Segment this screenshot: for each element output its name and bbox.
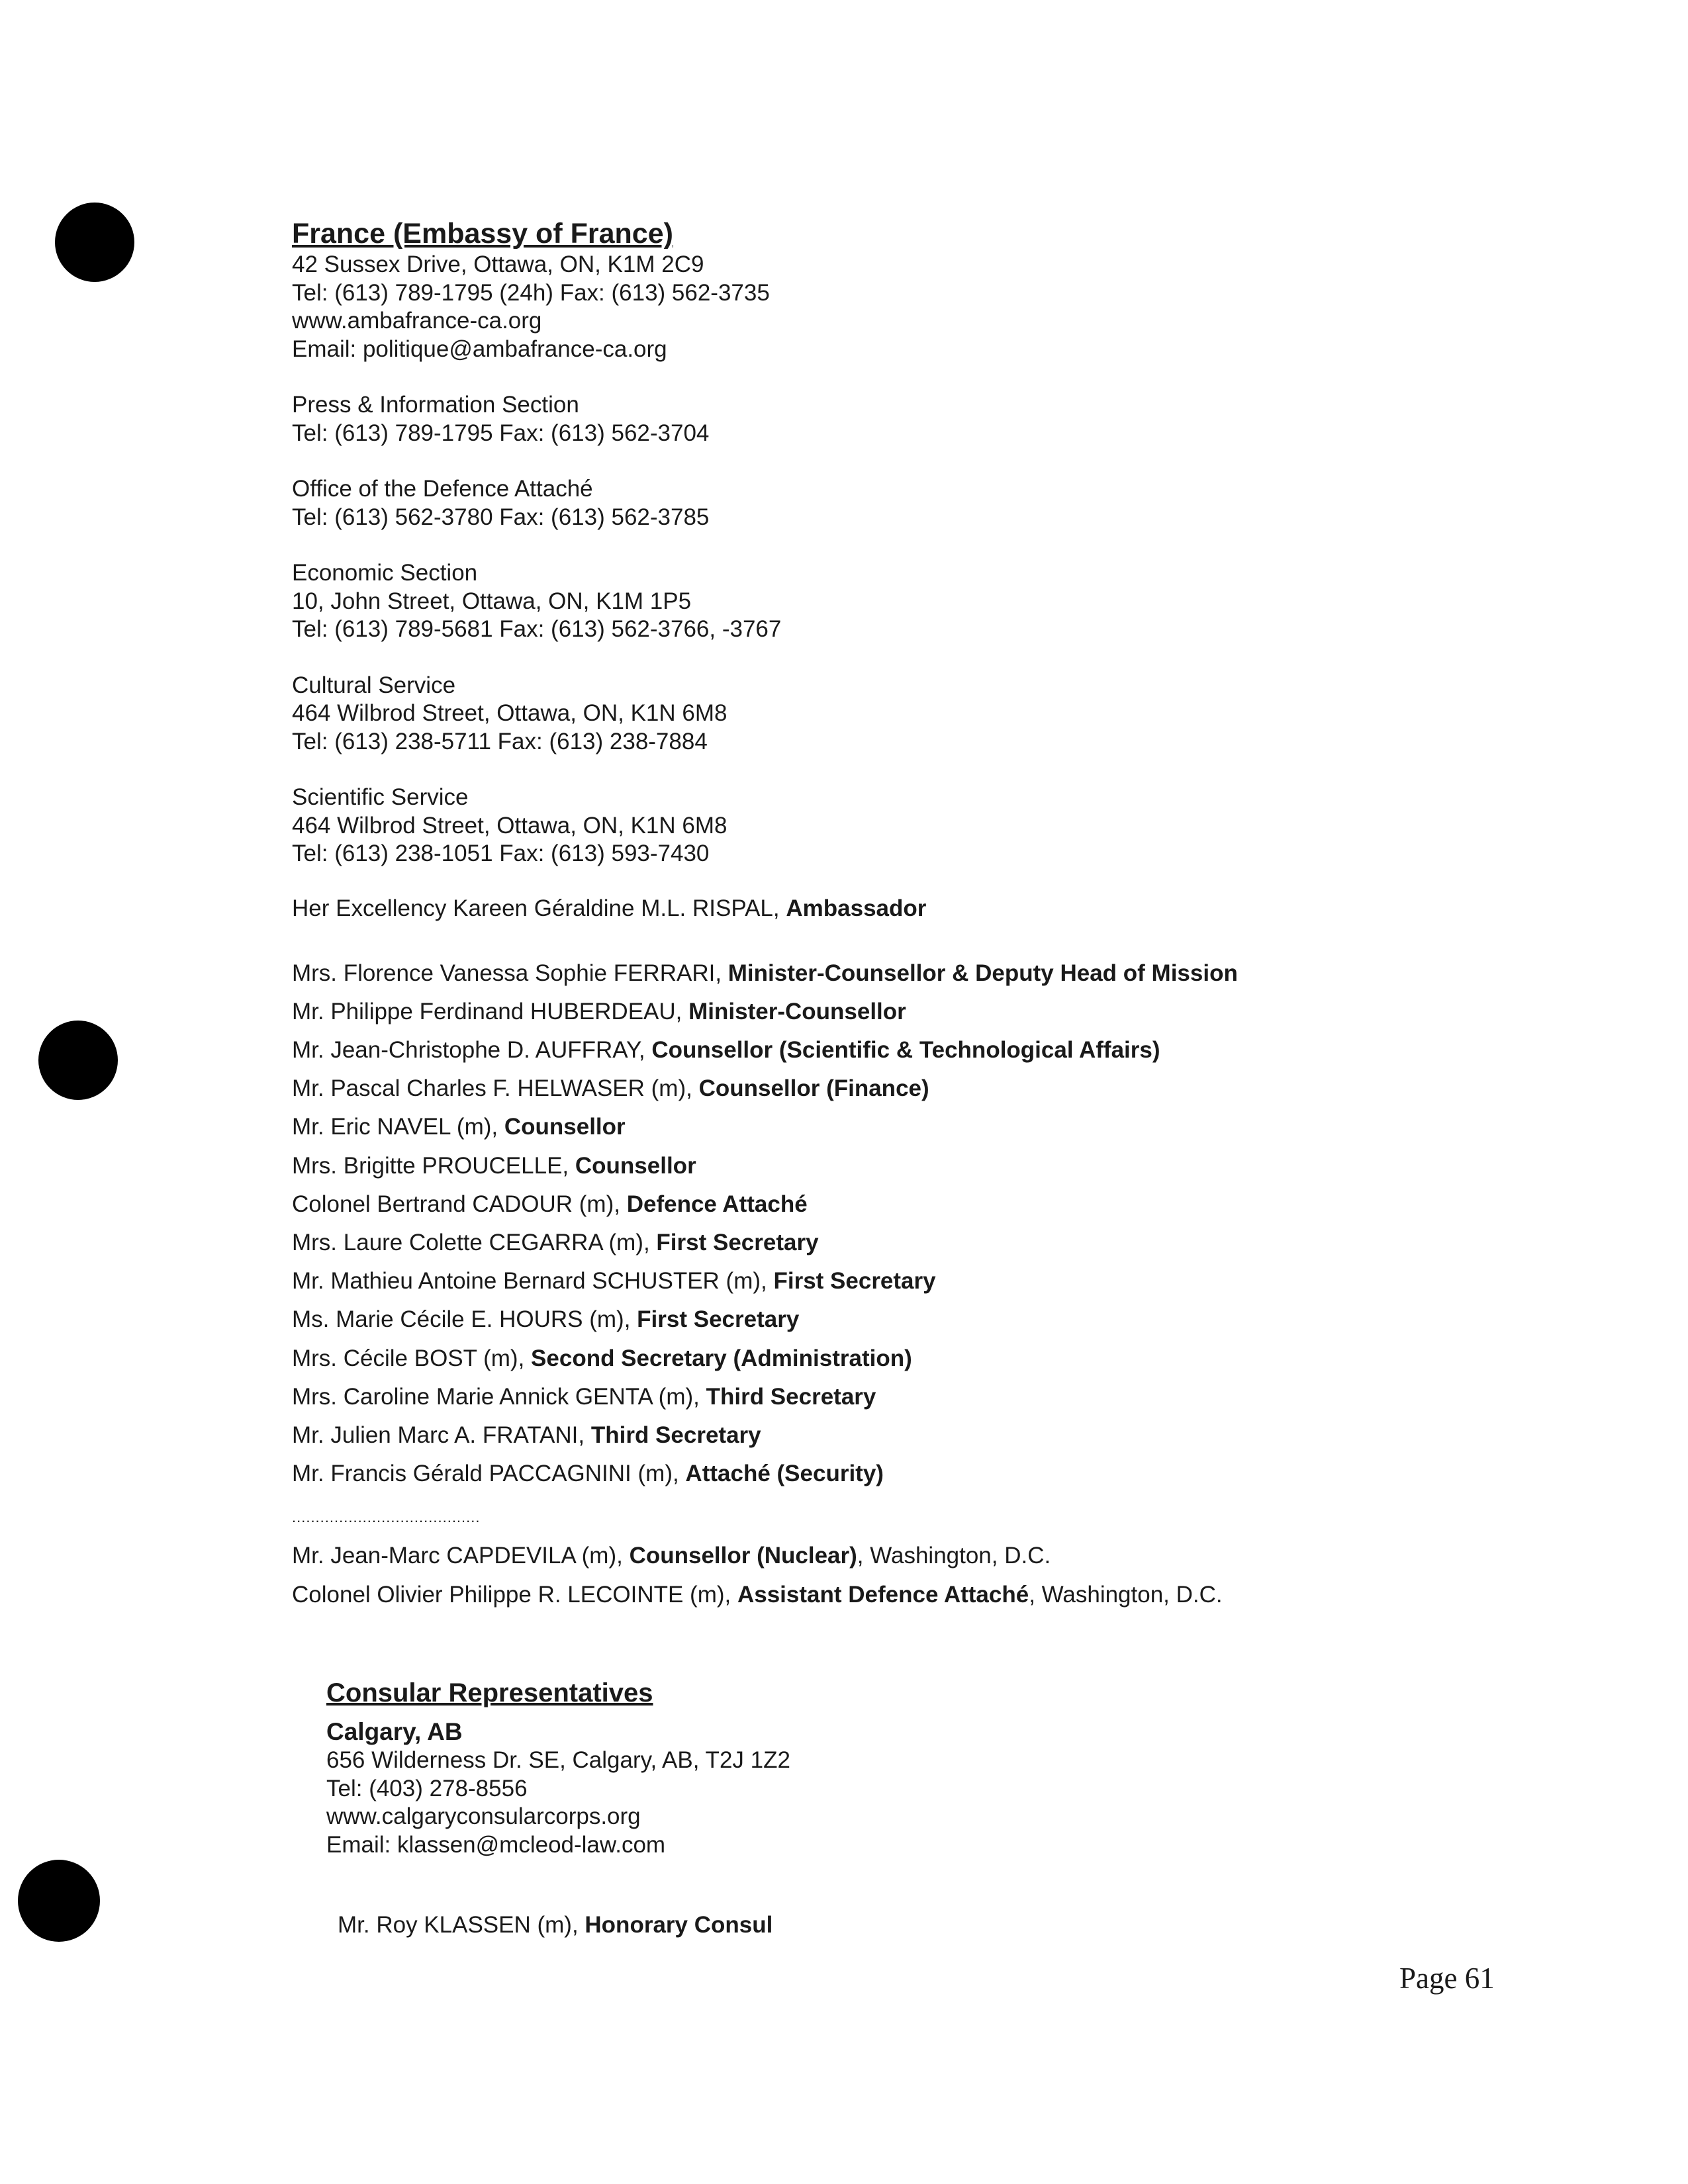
consular-city: Calgary, AB [326, 1718, 463, 1745]
staff-entry [292, 1340, 1616, 1378]
staff-entry [292, 993, 1616, 1031]
person-title: Minister-Counsellor & Deputy Head of Mission [727, 960, 1238, 986]
section-name: Economic Section [292, 560, 478, 586]
person-name: Mr. Philippe Ferdinand HUBERDEAU, [292, 998, 689, 1024]
person-location: , Washington, D.C. [857, 1543, 1051, 1569]
embassy-phone: Tel: (613) 789-1795 (24h) Fax: (613) 562-3735 [292, 279, 770, 306]
person-name: Colonel Olivier Philippe R. LECOINTE (m), [292, 1581, 737, 1608]
section-economic [292, 559, 1616, 644]
staff-entry [292, 1108, 1616, 1146]
binder-hole [38, 1021, 118, 1100]
person-title: First Secretary [656, 1229, 819, 1255]
binder-hole [55, 203, 134, 282]
washington-staff-list [292, 1537, 1616, 1614]
person-name: Ms. Marie Cécile E. HOURS (m), [292, 1306, 637, 1333]
person-title: Counsellor [575, 1152, 696, 1179]
section-name: Press & Information Section [292, 392, 579, 418]
embassy-listing [292, 216, 1616, 1614]
consular-address: 656 Wilderness Dr. SE, Calgary, AB, T2J 1Z2 [326, 1747, 790, 1773]
person-name: Mrs. Laure Colette CEGARRA (m), [292, 1229, 657, 1255]
person-location: , Washington, D.C. [1029, 1581, 1223, 1608]
person-title: Third Secretary [706, 1383, 876, 1410]
section-line: 464 Wilbrod Street, Ottawa, ON, K1N 6M8 [292, 700, 727, 726]
person-name: Colonel Bertrand CADOUR (m), [292, 1191, 627, 1217]
ambassador-entry [292, 889, 1616, 928]
section-line: Tel: (613) 562-3780 Fax: (613) 562-3785 [292, 504, 710, 530]
staff-entry [292, 1262, 1616, 1300]
section-defence-attache [292, 475, 1616, 531]
person-title: Attaché (Security) [685, 1461, 884, 1487]
person-name: Mr. Julien Marc A. FRATANI, [292, 1422, 591, 1448]
person-name: Mrs. Caroline Marie Annick GENTA (m), [292, 1383, 706, 1410]
person-name: Mr. Pascal Charles F. HELWASER (m), [292, 1075, 699, 1102]
embassy-address: 42 Sussex Drive, Ottawa, ON, K1M 2C9 [292, 251, 704, 277]
person-name: Mr. Roy KLASSEN (m), [338, 1912, 585, 1938]
embassy-header [292, 216, 1616, 363]
person-title: Honorary Consul [585, 1912, 773, 1938]
consular-email: Email: klassen@mcleod-law.com [326, 1831, 666, 1858]
consular-website: www.calgaryconsularcorps.org [326, 1803, 641, 1829]
person-name: Mr. Mathieu Antoine Bernard SCHUSTER (m), [292, 1268, 774, 1295]
person-name: Mrs. Florence Vanessa Sophie FERRARI, [292, 960, 728, 986]
dotted-separator: ........................................ [292, 1509, 481, 1526]
section-name: Office of the Defence Attaché [292, 476, 593, 502]
section-line: Tel: (613) 789-1795 Fax: (613) 562-3704 [292, 420, 710, 446]
person-title: Counsellor (Finance) [698, 1075, 929, 1102]
person-title: First Secretary [637, 1306, 800, 1333]
page-number: Page 61 [1399, 1962, 1495, 1995]
section-line: 10, John Street, Ottawa, ON, K1M 1P5 [292, 588, 692, 614]
section-line: Tel: (613) 789-5681 Fax: (613) 562-3766, -3767 [292, 616, 782, 642]
person-name: Mr. Jean-Christophe D. AUFFRAY, [292, 1036, 652, 1063]
section-line: Tel: (613) 238-1051 Fax: (613) 593-7430 [292, 841, 710, 866]
section-line: Tel: (613) 238-5711 Fax: (613) 238-7884 [292, 728, 708, 754]
staff-entry [292, 1537, 1616, 1575]
staff-entry [292, 1185, 1616, 1224]
staff-entry [292, 1378, 1616, 1416]
person-name: Mr. Francis Gérald PACCAGNINI (m), [292, 1461, 686, 1487]
staff-entry [292, 1416, 1616, 1455]
person-name: Mrs. Brigitte PROUCELLE, [292, 1152, 575, 1179]
person-title: Counsellor (Scientific & Technological Affairs) [651, 1036, 1160, 1063]
staff-entry [292, 1147, 1616, 1185]
section-name: Cultural Service [292, 672, 456, 698]
person-name: Her Excellency Kareen Géraldine M.L. RISPAL, [292, 895, 786, 921]
person-name: Mrs. Cécile BOST (m), [292, 1345, 532, 1371]
person-title: First Secretary [773, 1268, 936, 1295]
person-title: Assistant Defence Attaché [737, 1581, 1029, 1608]
staff-entry [292, 1224, 1616, 1262]
person-name: Mr. Jean-Marc CAPDEVILA (m), [292, 1543, 630, 1569]
person-title: Counsellor (Nuclear) [629, 1543, 857, 1569]
consular-section [326, 1676, 1518, 1859]
consular-heading: Consular Representatives [326, 1678, 653, 1707]
section-line: 464 Wilbrod Street, Ottawa, ON, K1N 6M8 [292, 812, 727, 839]
embassy-email: Email: politique@ambafrance-ca.org [292, 336, 667, 362]
honorary-consul-entry [338, 1911, 773, 1939]
section-name: Scientific Service [292, 784, 469, 810]
person-name: Mr. Eric NAVEL (m), [292, 1114, 504, 1140]
person-title: Ambassador [786, 895, 927, 921]
section-cultural [292, 672, 1616, 756]
section-press [292, 391, 1616, 447]
staff-entry [292, 1069, 1616, 1108]
staff-entry [292, 1031, 1616, 1069]
person-title: Minister-Counsellor [688, 998, 906, 1024]
person-title: Defence Attaché [626, 1191, 808, 1217]
person-title: Counsellor [504, 1114, 626, 1140]
embassy-website: www.ambafrance-ca.org [292, 308, 542, 334]
staff-entry [292, 1455, 1616, 1493]
embassy-title: France (Embassy of France) [292, 218, 673, 250]
person-title: Third Secretary [590, 1422, 761, 1448]
binder-hole [18, 1860, 100, 1942]
staff-entry [292, 1300, 1616, 1339]
staff-entry [292, 954, 1616, 993]
consular-phone: Tel: (403) 278-8556 [326, 1775, 528, 1801]
person-title: Second Secretary (Administration) [531, 1345, 912, 1371]
staff-list [292, 954, 1616, 1494]
staff-entry [292, 1576, 1616, 1614]
section-scientific [292, 784, 1616, 868]
